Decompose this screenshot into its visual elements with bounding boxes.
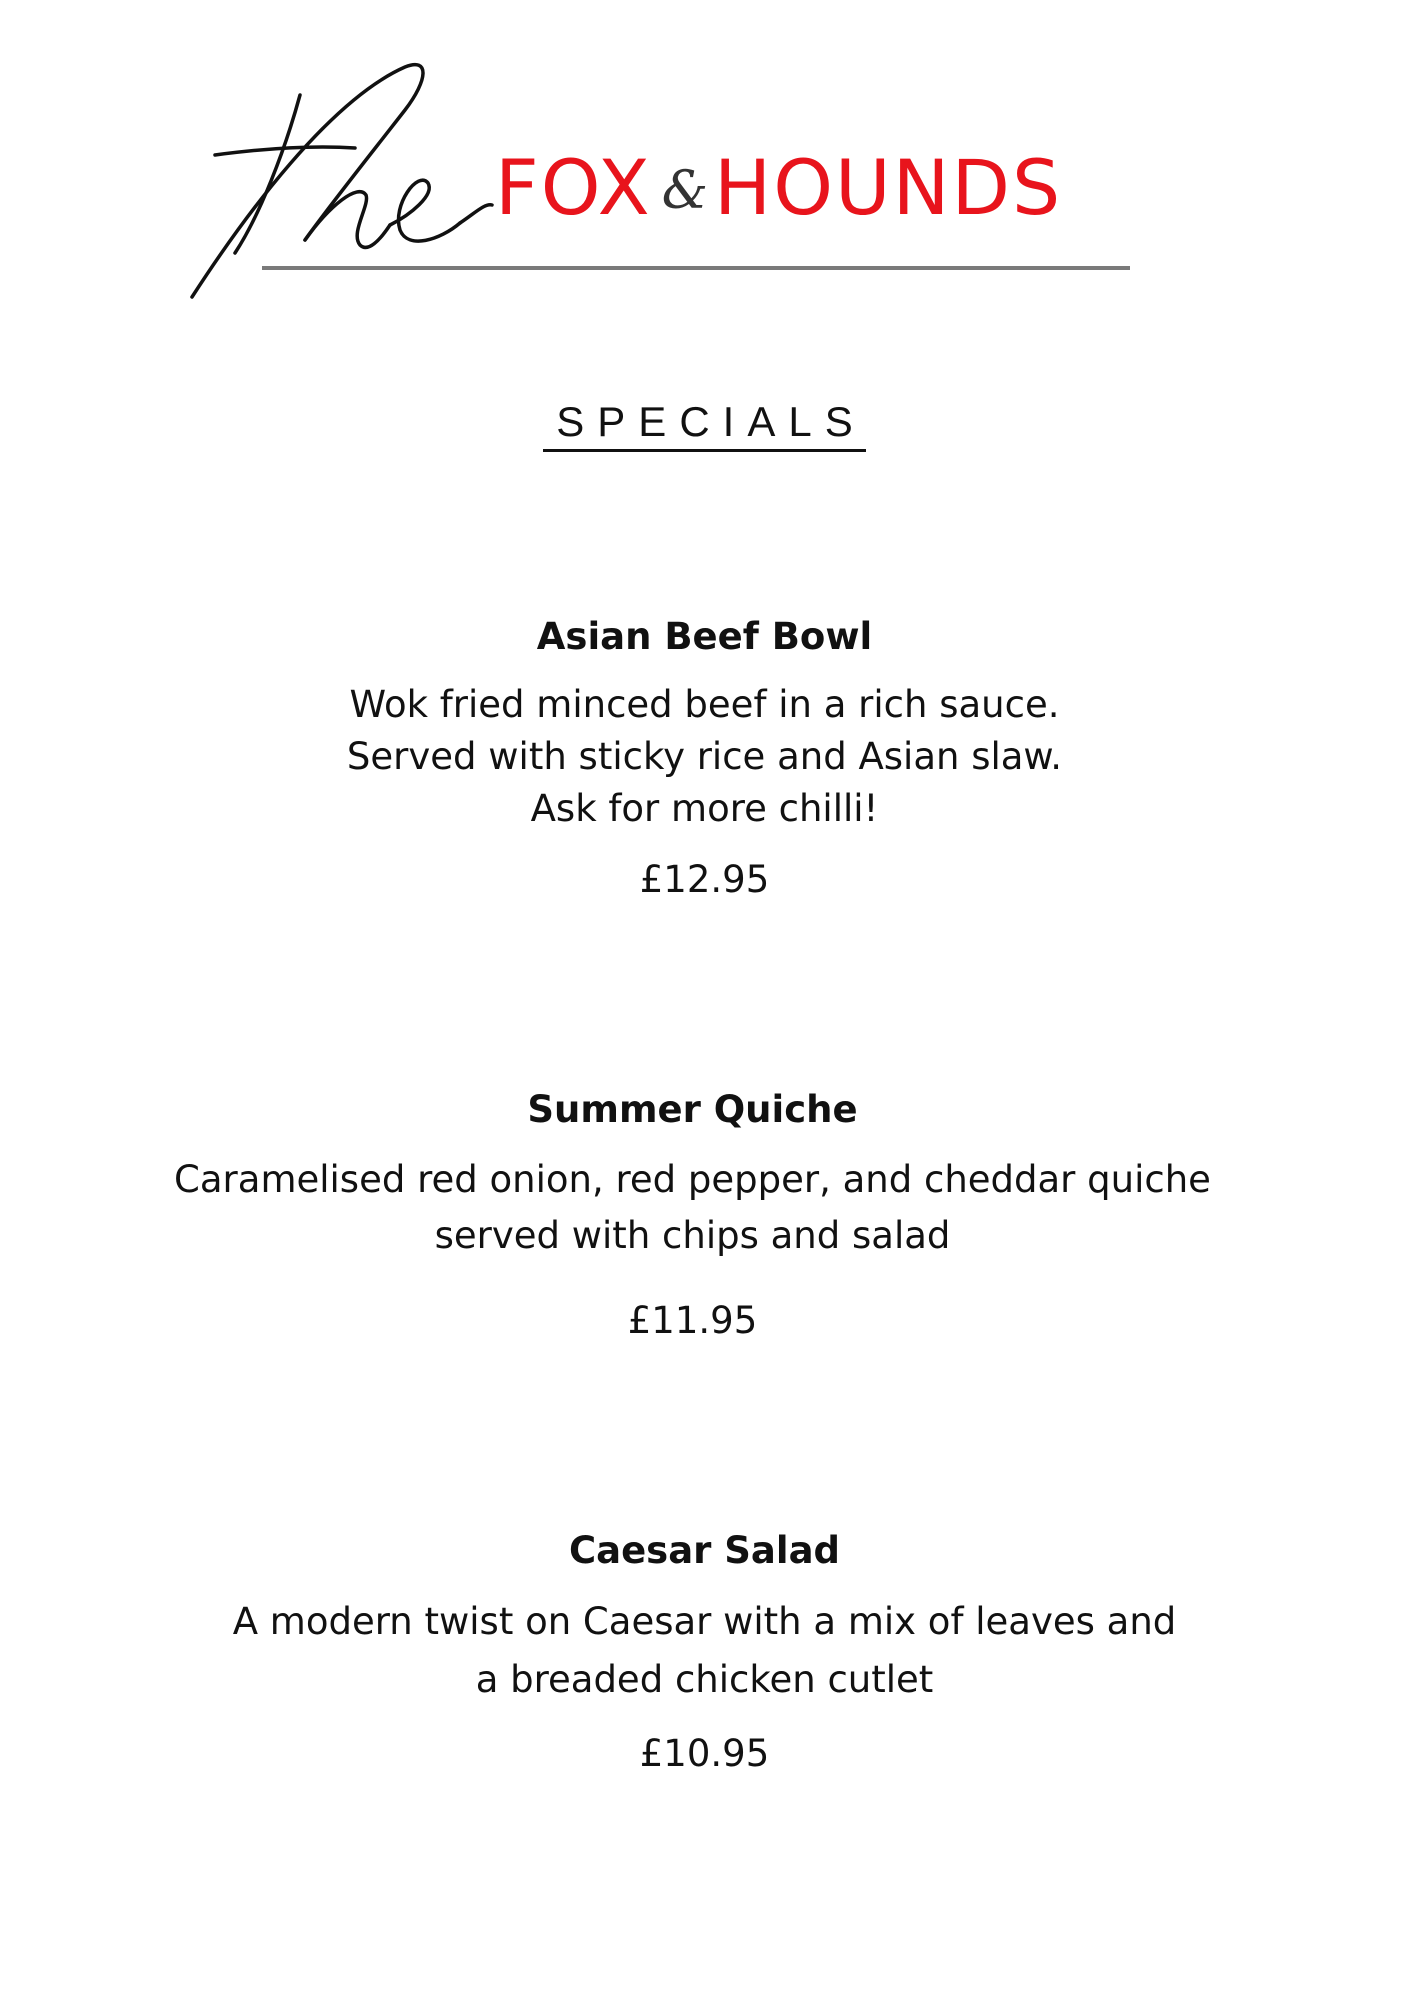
menu-item-summer-quiche (0, 1088, 1397, 1342)
item-name: Asian Beef Bowl (536, 615, 873, 658)
menu-item-asian-beef-bowl (0, 615, 1409, 901)
item-price: £11.95 (627, 1299, 758, 1342)
item-price: £12.95 (639, 858, 770, 901)
brand-wordmark (495, 143, 1063, 232)
brand-ampersand: & (661, 161, 709, 221)
item-name: Caesar Salad (568, 1529, 841, 1572)
section-title: SPECIALS (0, 398, 1409, 446)
item-description-line: A modern twist on Caesar with a mix of leaves and (232, 1600, 1177, 1643)
item-description-line: Served with sticky rice and Asian slaw. (346, 735, 1063, 778)
item-description-line: Ask for more chilli! (530, 787, 879, 830)
brand-word-hounds: HOUNDS (714, 143, 1063, 232)
item-description-line: Wok fried minced beef in a rich sauce. (349, 683, 1060, 726)
item-description-line: Caramelised red onion, red pepper, and cheddar quiche (174, 1158, 1211, 1201)
brand-word-fox: FOX (495, 143, 652, 232)
item-name: Summer Quiche (527, 1088, 858, 1131)
item-price: £10.95 (639, 1732, 770, 1775)
menu-header (0, 0, 1409, 300)
header-divider (262, 266, 1130, 270)
item-description-line: a breaded chicken cutlet (475, 1658, 934, 1701)
menu-item-caesar-salad (0, 1529, 1409, 1775)
item-description-line: served with chips and salad (434, 1214, 951, 1257)
